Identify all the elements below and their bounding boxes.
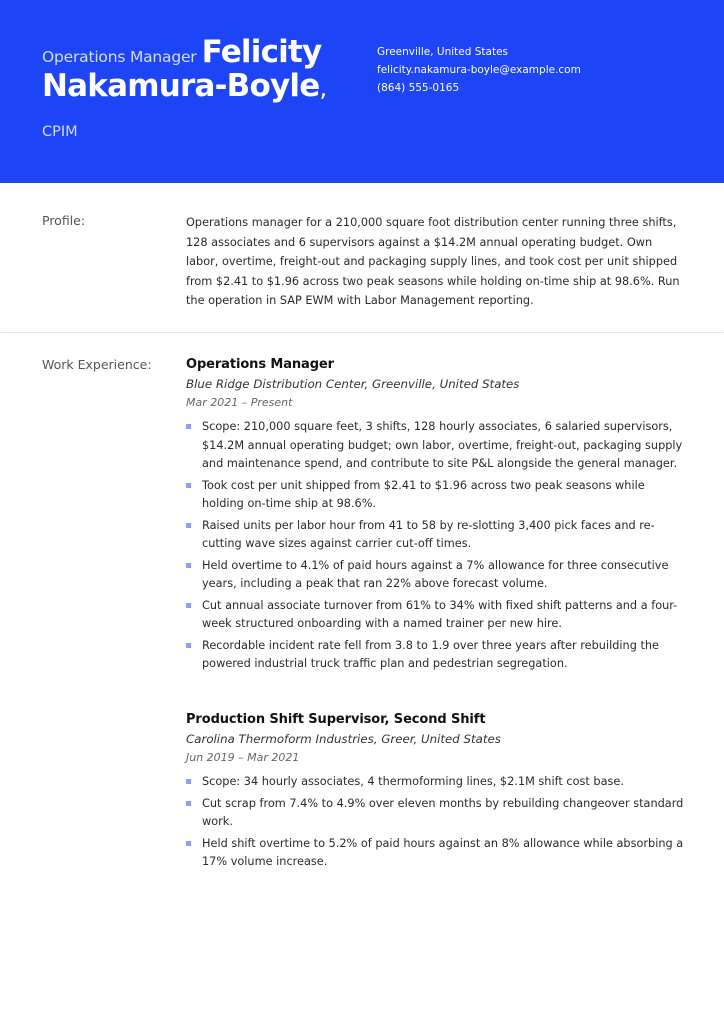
job-role: Operations Manager (186, 357, 334, 372)
name-block (42, 34, 352, 104)
bullet-marker (186, 483, 191, 488)
location-text: Greenville, United States (377, 46, 508, 58)
contact-info (377, 43, 581, 97)
job-dates: Mar 2021 – Present (186, 396, 293, 409)
email-link[interactable]: felicity.nakamura-boyle@example.com (377, 64, 581, 76)
bullet-marker (186, 563, 191, 568)
bullet-marker (186, 643, 191, 648)
bullet-item: Took cost per unit shipped from $2.41 to $1.96 across two peak seasons while holding on-time ship at 98.6%. (186, 477, 686, 514)
phone-text: (864) 555-0165 (377, 82, 460, 94)
work-experience-label: Work Experience: (42, 357, 152, 372)
name-comma: , (319, 74, 328, 102)
bullet-item: Cut annual associate turnover from 61% to 34% with fixed shift patterns and a four-week structured onboarding with a named trainer per new hire. (186, 597, 686, 634)
credential: CPIM (42, 124, 78, 140)
job-bullets (186, 418, 686, 674)
job-company: Carolina Thermoform Industries, Greer, United States (186, 732, 501, 746)
bullet-item: Held shift overtime to 5.2% of paid hours against an 8% allowance while absorbing a 17% volume increase. (186, 835, 686, 872)
job-entry (186, 357, 686, 677)
bullet-item: Cut scrap from 7.4% to 4.9% over eleven months by rebuilding changeover standard work. (186, 795, 686, 832)
profile-label: Profile: (42, 213, 86, 228)
bullet-item: Scope: 210,000 square feet, 3 shifts, 128 hourly associates, 6 salaried supervisors, $14.2M annual operating budget; own labor, overtime, freight-out, packaging supply and maintenance spend, and contribute to site P&L alongside the general manager. (186, 418, 686, 474)
bullet-marker (186, 523, 191, 528)
bullet-item: Held overtime to 4.1% of paid hours against a 7% allowance for three consecutive years, including a peak that ran 22% above forecast volume. (186, 557, 686, 594)
job-dates: Jun 2019 – Mar 2021 (186, 751, 300, 764)
bullet-marker (186, 779, 191, 784)
bullet-marker (186, 424, 191, 429)
job-bullets (186, 773, 686, 872)
resume-header (0, 0, 724, 183)
bullet-item: Scope: 34 hourly associates, 4 thermoforming lines, $2.1M shift cost base. (186, 773, 686, 792)
bullet-marker (186, 603, 191, 608)
last-name: Nakamura-Boyle (42, 68, 320, 104)
job-entry (186, 712, 686, 875)
bullet-marker (186, 801, 191, 806)
first-name: Felicity (201, 34, 322, 70)
bullet-marker (186, 841, 191, 846)
bullet-item: Raised units per labor hour from 41 to 58 by re-slotting 3,400 pick faces and re-cutting wave sizes against carrier cut-off times. (186, 517, 686, 554)
bullet-item: Recordable incident rate fell from 3.8 to 1.9 over three years after rebuilding the powered industrial truck traffic plan and pedestrian segregation. (186, 637, 686, 674)
job-title: Operations Manager (42, 48, 197, 66)
profile-text: Operations manager for a 210,000 square foot distribution center running three shifts, 128 associates and 6 supervisors against a $14.2M annual operating budget. Own labor, overtime, freight-out and packaging supply lines, and took cost per unit shipped from $2.41 to $1.96 across two peak seasons while holding on-time ship at 98.6%. Run the operation in SAP EWM with Labor Management reporting. (186, 216, 680, 308)
job-role: Production Shift Supervisor, Second Shift (186, 712, 486, 727)
job-company: Blue Ridge Distribution Center, Greenville, United States (186, 377, 520, 391)
section-divider (0, 332, 724, 333)
